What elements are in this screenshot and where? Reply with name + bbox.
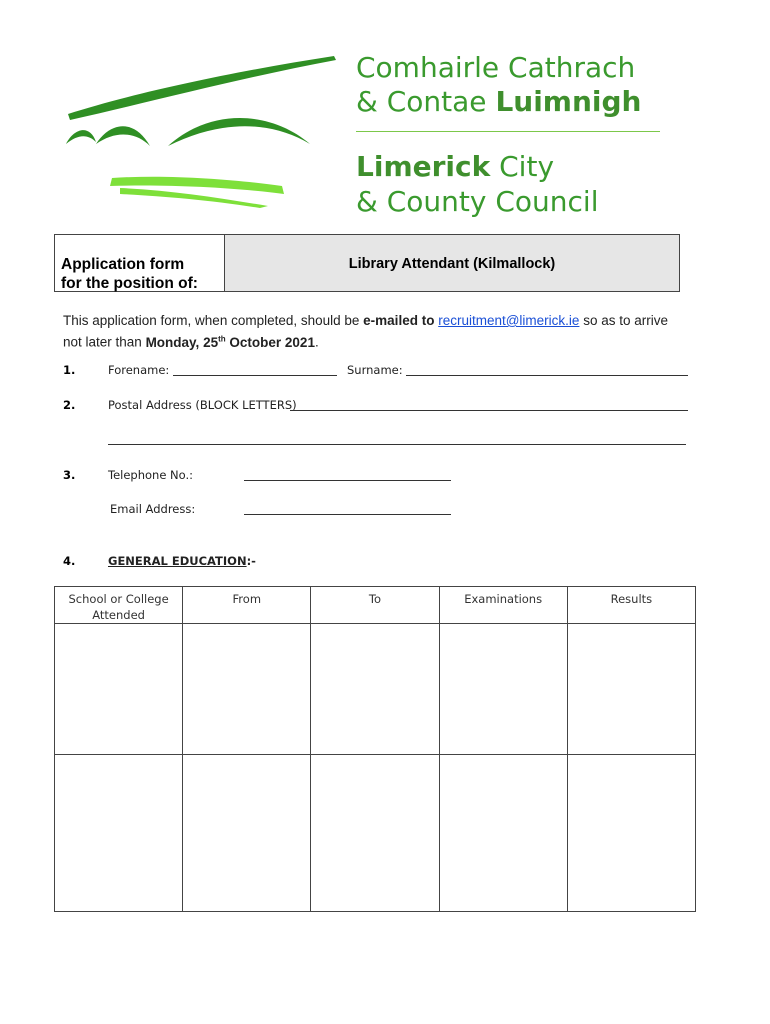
postal-address-field[interactable] [290, 410, 688, 411]
position-table [54, 234, 680, 292]
table-row [55, 624, 696, 755]
logo-divider [356, 131, 660, 132]
table-header-row [55, 587, 696, 624]
header-school: School or College Attended [55, 587, 183, 624]
table-cell[interactable] [439, 755, 567, 912]
position-label: Application form for the position of: [55, 235, 225, 291]
email-address-field[interactable] [244, 514, 451, 515]
forename-field[interactable] [173, 375, 337, 376]
general-education-heading: GENERAL EDUCATION:- [108, 554, 256, 568]
telephone-label: Telephone No.: [108, 468, 194, 482]
logo-irish-line1: Comhairle Cathrach [356, 51, 636, 84]
telephone-field[interactable] [244, 480, 451, 481]
table-cell[interactable] [183, 755, 311, 912]
table-cell[interactable] [567, 755, 695, 912]
item-number-2: 2. [63, 398, 76, 412]
postal-address-field-line2[interactable] [108, 444, 686, 445]
council-logo-graphic [60, 50, 340, 210]
logo-irish-line2: & Contae Luimnigh [356, 85, 642, 118]
postal-address-label: Postal Address (BLOCK LETTERS) [108, 398, 297, 412]
header-examinations: Examinations [439, 587, 567, 624]
table-cell[interactable] [55, 624, 183, 755]
forename-label: Forename: [108, 363, 170, 377]
logo-english-line1: Limerick City [356, 150, 555, 183]
header-to: To [311, 587, 439, 624]
header-results: Results [567, 587, 695, 624]
surname-field[interactable] [406, 375, 688, 376]
email-address-label: Email Address: [110, 502, 196, 516]
intro-paragraph: This application form, when completed, should be e-mailed to recruitment@limerick.ie so as to arrive not later than Monday, 25th October 2021. [63, 313, 668, 350]
item-number-3: 3. [63, 468, 76, 482]
table-cell[interactable] [567, 624, 695, 755]
table-cell[interactable] [311, 624, 439, 755]
education-table [54, 586, 696, 912]
position-title: Library Attendant (Kilmallock) [225, 235, 679, 291]
email-link[interactable]: recruitment@limerick.ie [438, 313, 580, 328]
table-cell[interactable] [311, 755, 439, 912]
item-number-1: 1. [63, 363, 76, 377]
logo-english-line2: & County Council [356, 185, 599, 218]
table-row [55, 755, 696, 912]
item-number-4: 4. [63, 554, 76, 568]
surname-label: Surname: [347, 363, 403, 377]
table-cell[interactable] [55, 755, 183, 912]
table-cell[interactable] [183, 624, 311, 755]
header-from: From [183, 587, 311, 624]
table-cell[interactable] [439, 624, 567, 755]
